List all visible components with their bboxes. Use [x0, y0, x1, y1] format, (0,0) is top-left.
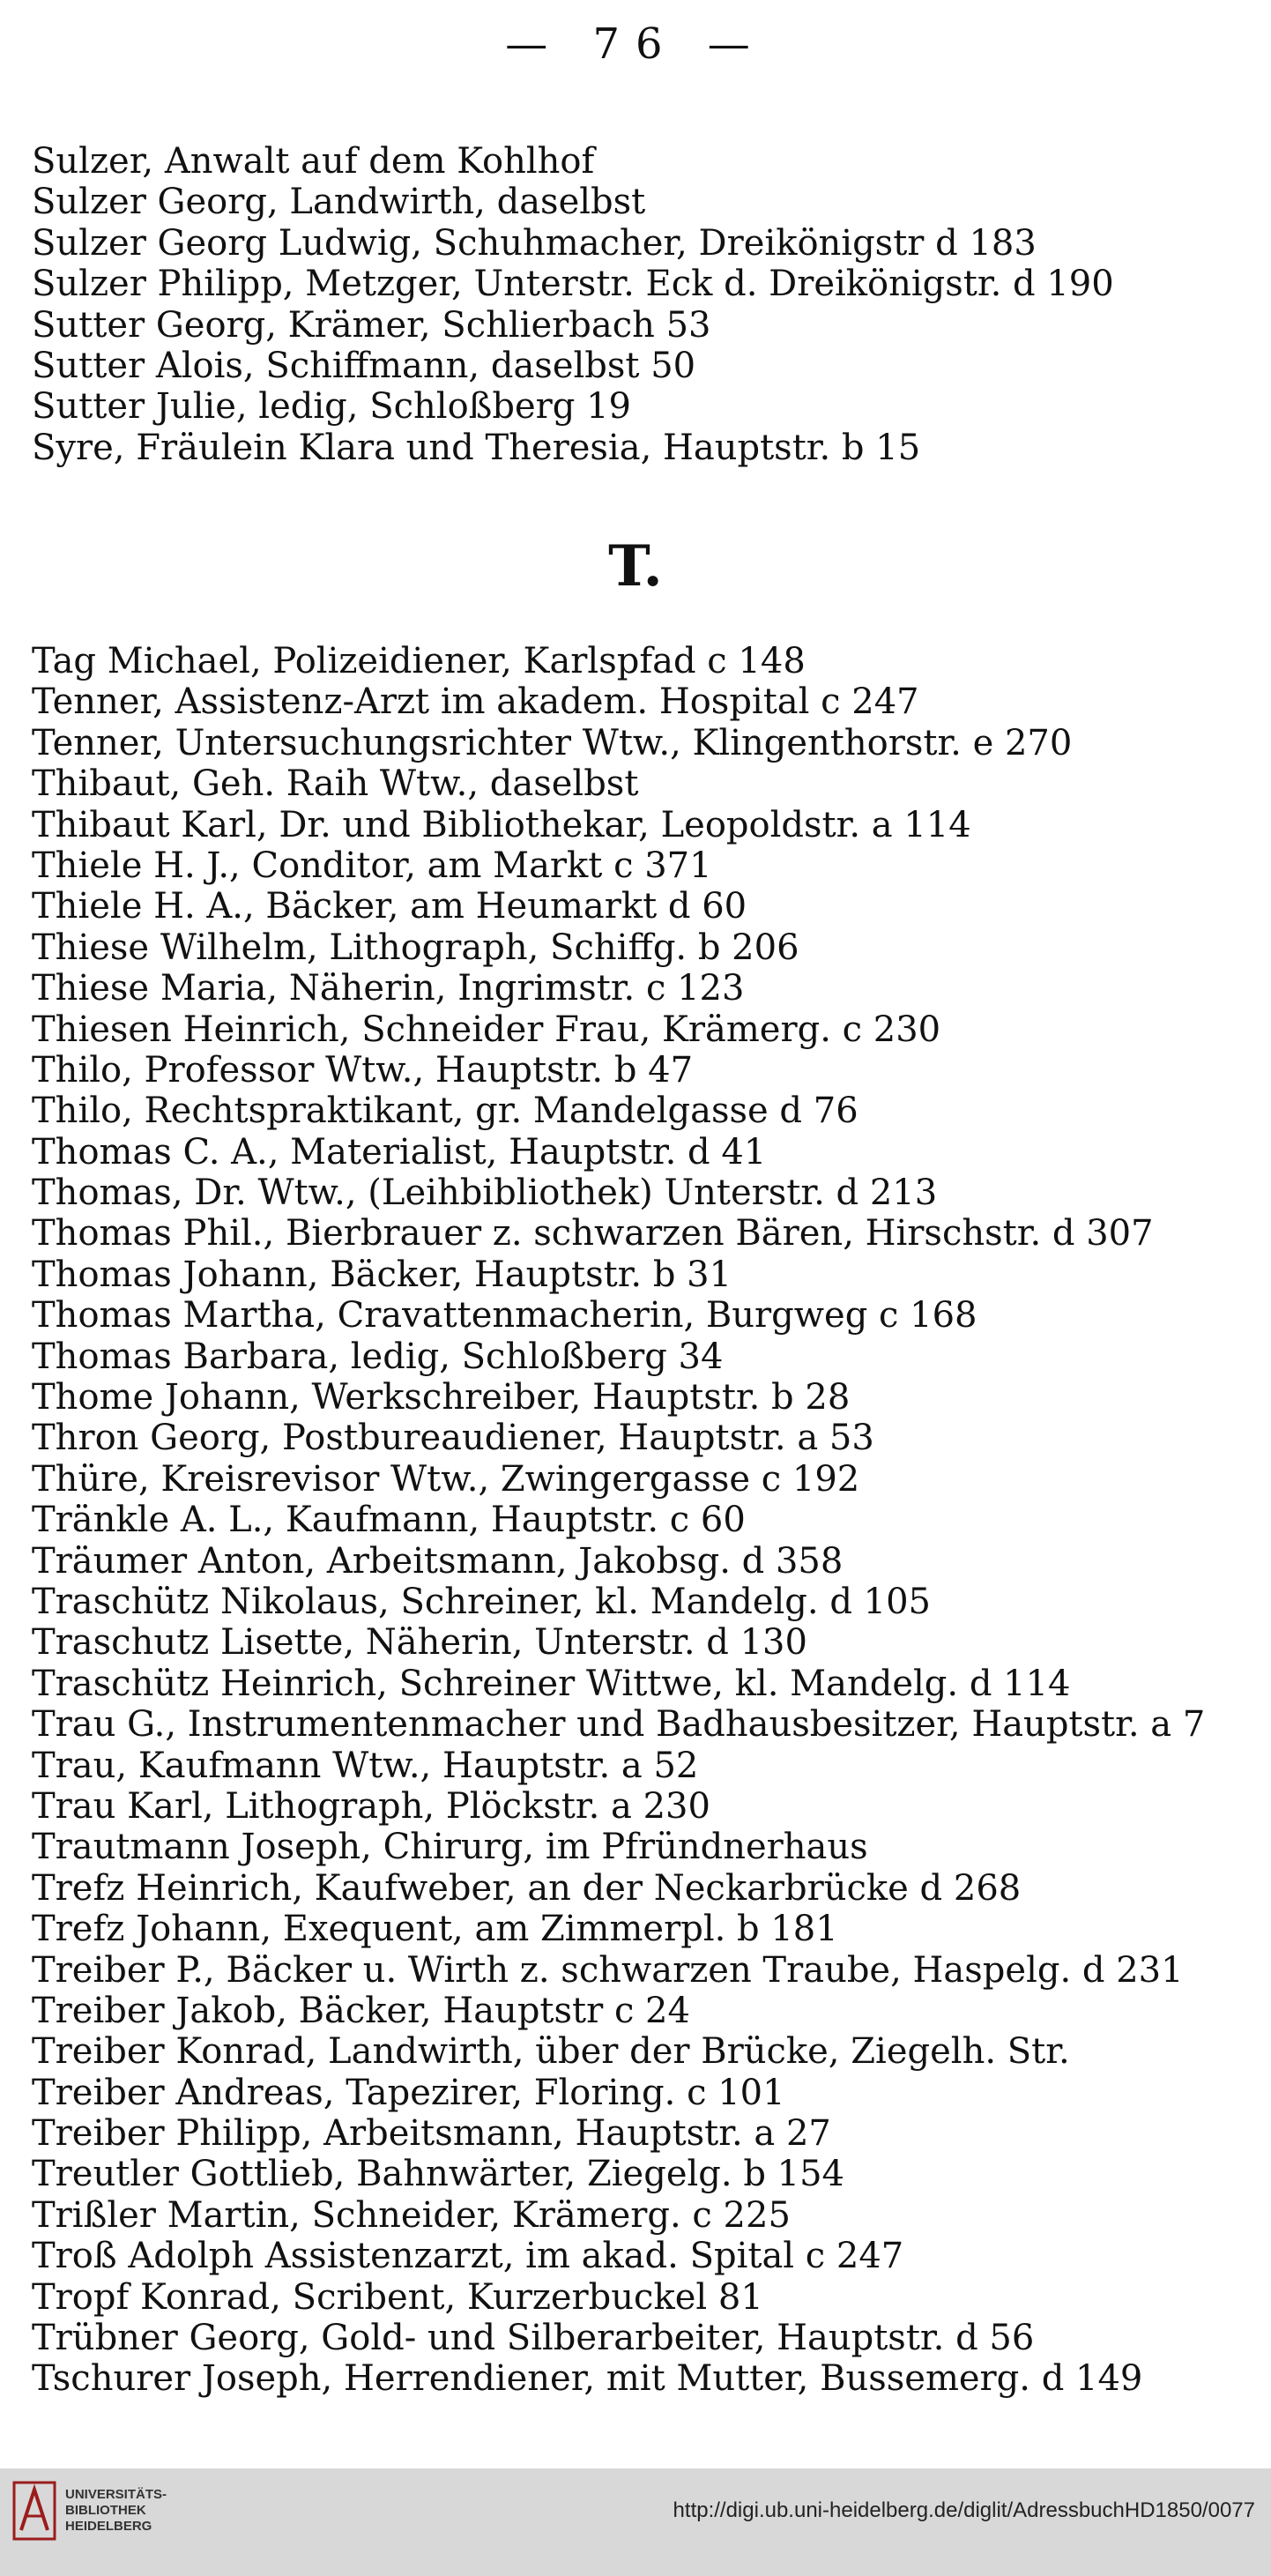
directory-entry: Treiber Andreas, Tapezirer, Floring. c 101 — [32, 2072, 785, 2113]
directory-entry: Trau, Kaufmann Wtw., Hauptstr. a 52 — [32, 1745, 699, 1786]
directory-entry: Thiese Wilhelm, Lithograph, Schiffg. b 206 — [32, 927, 799, 968]
directory-entry: Tschurer Joseph, Herrendiener, mit Mutter, Bussemerg. d 149 — [32, 2358, 1143, 2400]
directory-entry: Thomas Johann, Bäcker, Hauptstr. b 31 — [32, 1254, 732, 1295]
directory-entry: Thomas Barbara, ledig, Schloßberg 34 — [32, 1336, 724, 1377]
directory-entry: Thibaut Karl, Dr. und Bibliothekar, Leopoldstr. a 114 — [32, 804, 971, 845]
directory-entry: Sutter Julie, ledig, Schloßberg 19 — [32, 386, 631, 428]
directory-entry: Sulzer, Anwalt auf dem Kohlhof — [32, 141, 595, 182]
directory-entry: Treiber Konrad, Landwirth, über der Brücke, Ziegelh. Str. — [32, 2031, 1070, 2073]
directory-entry: Treiber Philipp, Arbeitsmann, Hauptstr. a 27 — [32, 2113, 831, 2155]
directory-entry: Sulzer Georg Ludwig, Schuhmacher, Dreikönigstr d 183 — [32, 222, 1037, 264]
directory-entry: Thüre, Kreisrevisor Wtw., Zwingergasse c 192 — [32, 1458, 860, 1500]
directory-entry: Sulzer Philipp, Metzger, Unterstr. Eck d. Dreikönigstr. d 190 — [32, 264, 1114, 305]
directory-entry: Thilo, Professor Wtw., Hauptstr. b 47 — [32, 1049, 694, 1091]
source-url-link[interactable]: http://digi.ub.uni-heidelberg.de/diglit/AdressbuchHD1850/0077 — [673, 2498, 1255, 2522]
directory-entry: Trefz Heinrich, Kaufweber, an der Neckarbrücke d 268 — [32, 1867, 1022, 1909]
directory-entry: Traschutz Lisette, Näherin, Unterstr. d 130 — [32, 1622, 807, 1664]
directory-entry: Thomas C. A., Materialist, Hauptstr. d 41 — [32, 1131, 767, 1173]
logo-line: UNIVERSITÄTS- — [65, 2487, 167, 2502]
library-logo[interactable] — [12, 2477, 167, 2544]
directory-entry: Tränkle A. L., Kaufmann, Hauptstr. c 60 — [32, 1500, 746, 1541]
directory-entry: Treutler Gottlieb, Bahnwärter, Ziegelg. b 154 — [32, 2154, 844, 2195]
directory-entry: Treiber Jakob, Bäcker, Hauptstr c 24 — [32, 1990, 690, 2031]
directory-entry: Syre, Fräulein Klara und Theresia, Hauptstr. b 15 — [32, 427, 921, 468]
directory-entry: Tenner, Untersuchungsrichter Wtw., Klingenthorstr. e 270 — [32, 722, 1073, 763]
section-heading: T. — [608, 533, 663, 599]
library-name — [65, 2487, 167, 2535]
library-seal-icon — [12, 2477, 56, 2544]
directory-entry: Traschütz Heinrich, Schreiner Wittwe, kl. Mandelg. d 114 — [32, 1663, 1071, 1704]
directory-entry: Sutter Alois, Schiffmann, daselbst 50 — [32, 345, 696, 386]
directory-entry: Tropf Konrad, Scribent, Kurzerbuckel 81 — [32, 2276, 763, 2318]
directory-entry: Thome Johann, Werkschreiber, Hauptstr. b 28 — [32, 1377, 851, 1418]
directory-entry: Thiesen Heinrich, Schneider Frau, Krämerg. c 230 — [32, 1009, 941, 1050]
directory-entry: Thron Georg, Postbureaudiener, Hauptstr. a 53 — [32, 1418, 874, 1459]
directory-entry: Thomas Phil., Bierbrauer z. schwarzen Bären, Hirschstr. d 307 — [32, 1213, 1154, 1254]
directory-entry: Thiele H. J., Conditor, am Markt c 371 — [32, 845, 712, 886]
directory-entry: Thilo, Rechtspraktikant, gr. Mandelgasse d 76 — [32, 1091, 858, 1132]
directory-entry: Thomas, Dr. Wtw., (Leihbibliothek) Unterstr. d 213 — [32, 1173, 938, 1214]
directory-entry: Thiese Maria, Näherin, Ingrimstr. c 123 — [32, 968, 745, 1009]
directory-entry: Tenner, Assistenz-Arzt im akadem. Hospital c 247 — [32, 681, 919, 723]
directory-entry: Trübner Georg, Gold- und Silberarbeiter, Hauptstr. d 56 — [32, 2318, 1035, 2359]
directory-entry: Trautmann Joseph, Chirurg, im Pfründnerhaus — [32, 1827, 868, 1868]
directory-entry: Sulzer Georg, Landwirth, daselbst — [32, 182, 646, 223]
directory-entry: Träumer Anton, Arbeitsmann, Jakobsg. d 358 — [32, 1540, 844, 1582]
entries-t-list — [32, 641, 1248, 2400]
logo-line: BIBLIOTHEK — [65, 2503, 146, 2518]
logo-line: HEIDELBERG — [65, 2519, 152, 2534]
directory-entry: Traschütz Nikolaus, Schreiner, kl. Mandelg. d 105 — [32, 1581, 931, 1622]
directory-entry: Trau G., Instrumentenmacher und Badhausbesitzer, Hauptstr. a 7 — [32, 1704, 1206, 1746]
directory-entry: Thibaut, Geh. Raih Wtw., daselbst — [32, 763, 639, 805]
directory-entry: Thomas Martha, Cravattenmacherin, Burgweg c 168 — [32, 1295, 977, 1336]
directory-entry: Trau Karl, Lithograph, Plöckstr. a 230 — [32, 1785, 710, 1827]
page-number: — 76 — — [505, 19, 766, 69]
directory-entry: Thiele H. A., Bäcker, am Heumarkt d 60 — [32, 886, 747, 927]
directory-entry: Trißler Martin, Schneider, Krämerg. c 225 — [32, 2194, 791, 2236]
directory-entry: Trefz Johann, Exequent, am Zimmerpl. b 181 — [32, 1909, 838, 1950]
directory-entry: Treiber P., Bäcker u. Wirth z. schwarzen Traube, Haspelg. d 231 — [32, 1949, 1184, 1991]
directory-entry: Troß Adolph Assistenzarzt, im akad. Spital c 247 — [32, 2236, 904, 2277]
entries-top-list — [32, 141, 1248, 468]
directory-entry: Tag Michael, Polizeidiener, Karlspfad c 148 — [32, 641, 806, 681]
directory-entry: Sutter Georg, Krämer, Schlierbach 53 — [32, 304, 711, 346]
